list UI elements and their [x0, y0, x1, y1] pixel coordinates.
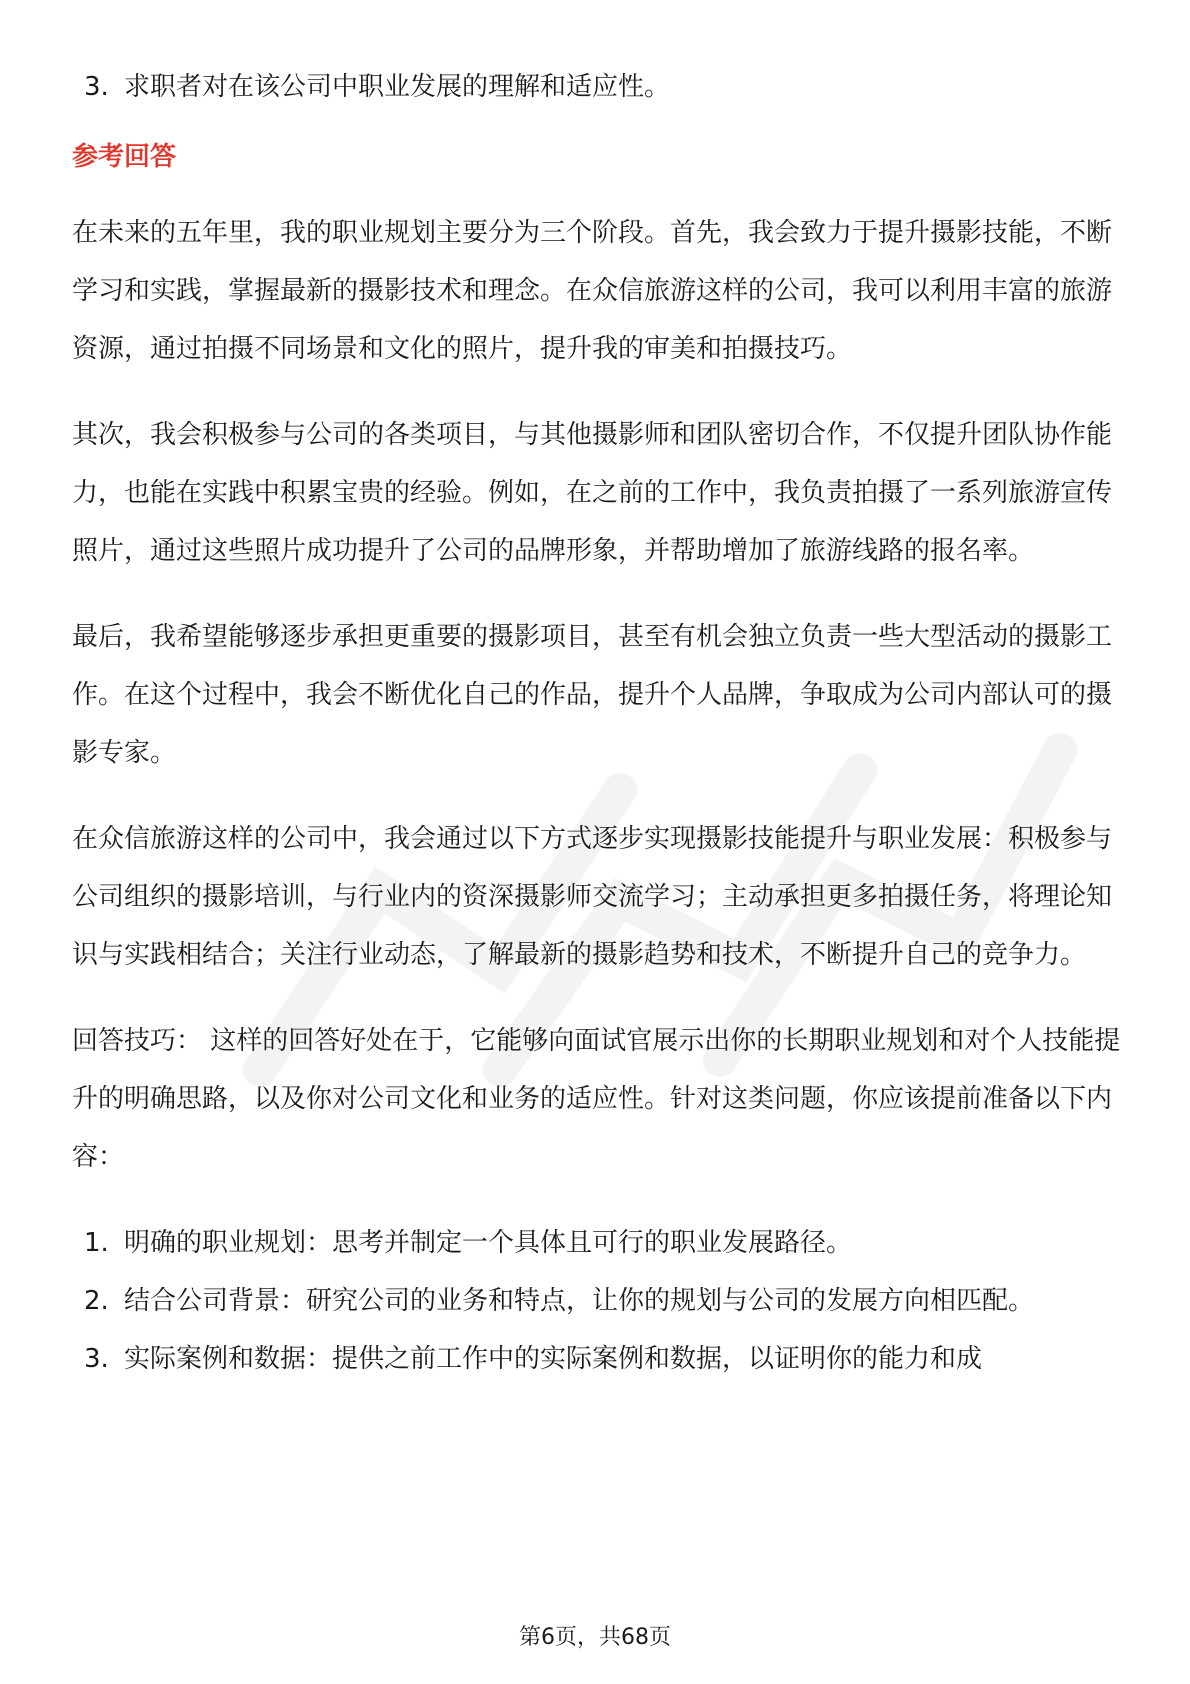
list-item-text: 结合公司背景：研究公司的业务和特点，让你的规划与公司的发展方向相匹配。: [124, 1286, 1035, 1316]
intro-list: [72, 58, 1122, 116]
list-item-number: 1.: [84, 1228, 109, 1258]
page-number-footer: 第6页，共68页: [519, 1625, 671, 1650]
list-item: [72, 1330, 1122, 1388]
list-item: [72, 1214, 1122, 1272]
section-heading: 参考回答: [72, 142, 177, 172]
list-item: [72, 58, 1122, 116]
paragraph-3: 最后，我希望能够逐步承担更重要的摄影项目，甚至有机会独立负责一些大型活动的摄影工作。在这个过程中，我会不断优化自己的作品，提升个人品牌，争取成为公司内部认可的摄影专家。: [72, 622, 1113, 768]
tips-list: [72, 1214, 1122, 1388]
paragraph-tips: 回答技巧： 这样的回答好处在于，它能够向面试官展示出你的长期职业规划和对个人技能提升的明确思路，以及你对公司文化和业务的适应性。针对这类问题，你应该提前准备以下内容：: [72, 1026, 1121, 1172]
list-item-number: 3.: [84, 72, 109, 102]
paragraph-4: 在众信旅游这样的公司中，我会通过以下方式逐步实现摄影技能提升与职业发展：积极参与公司组织的摄影培训，与行业内的资深摄影师交流学习；主动承担更多拍摄任务，将理论知识与实践相结合；关注行业动态，了解最新的摄影趋势和技术，不断提升自己的竞争力。: [72, 824, 1113, 970]
paragraph-2: 其次，我会积极参与公司的各类项目，与其他摄影师和团队密切合作，不仅提升团队协作能力，也能在实践中积累宝贵的经验。例如，在之前的工作中，我负责拍摄了一系列旅游宣传照片，通过这些照片成功提升了公司的品牌形象，并帮助增加了旅游线路的报名率。: [72, 420, 1113, 566]
list-item: [72, 1272, 1122, 1330]
paragraph-1: 在未来的五年里，我的职业规划主要分为三个阶段。首先，我会致力于提升摄影技能，不断学习和实践，掌握最新的摄影技术和理念。在众信旅游这样的公司，我可以利用丰富的旅游资源，通过拍摄不同场景和文化的照片，提升我的审美和拍摄技巧。: [72, 218, 1113, 364]
content-area: [72, 58, 1122, 1388]
list-item-text: 求职者对在该公司中职业发展的理解和适应性。: [124, 72, 671, 102]
list-item-number: 2.: [84, 1286, 109, 1316]
list-item-text: 明确的职业规划：思考并制定一个具体且可行的职业发展路径。: [124, 1228, 853, 1258]
list-item-number: 3.: [84, 1344, 109, 1374]
list-item-text: 实际案例和数据：提供之前工作中的实际案例和数据，以证明你的能力和成: [124, 1344, 983, 1374]
